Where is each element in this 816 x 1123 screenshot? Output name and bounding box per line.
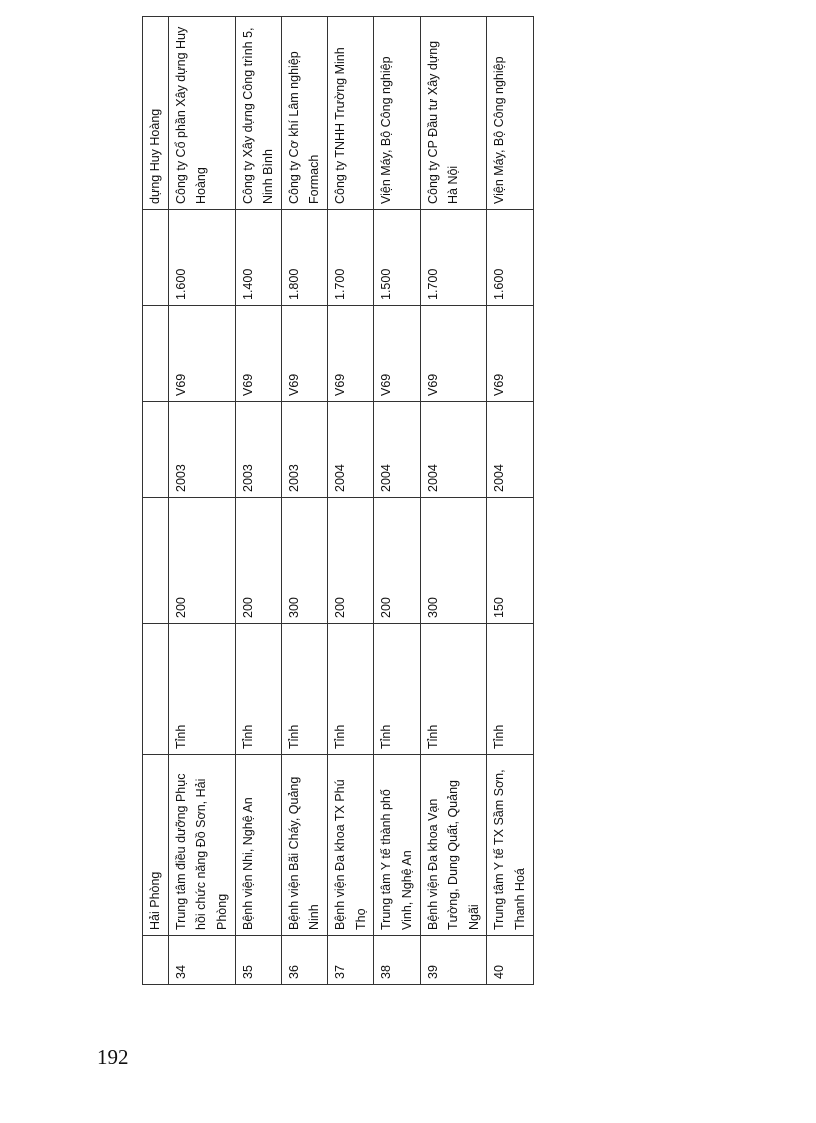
cell-level: Tỉnh xyxy=(235,624,281,755)
cell-org: Công ty CP Đầu tư Xây dựng Hà Nội xyxy=(420,17,487,210)
cell-year: 2003 xyxy=(168,402,235,498)
cell-org: Viện Máy, Bộ Công nghiệp xyxy=(487,17,533,210)
cell-type: V69 xyxy=(420,306,487,402)
cell-beds xyxy=(143,498,169,624)
cell-level: Tỉnh xyxy=(328,624,374,755)
cell-year xyxy=(143,402,169,498)
cell-year: 2004 xyxy=(328,402,374,498)
cell-org: Công ty Cơ khí Lâm nghiệp Formach xyxy=(281,17,327,210)
cell-stt xyxy=(143,936,169,985)
cell-stt: 34 xyxy=(168,936,235,985)
cell-org: dựng Huy Hoàng xyxy=(143,17,169,210)
cell-type: V69 xyxy=(487,306,533,402)
cell-org: Công ty TNHH Trường Minh xyxy=(328,17,374,210)
cell-name: Trung tâm Y tế TX Sầm Sơn, Thanh Hoá xyxy=(487,755,533,936)
page-number: 192 xyxy=(97,1045,129,1069)
cell-name: Bệnh viện Nhi, Nghệ An xyxy=(235,755,281,936)
table-row xyxy=(281,17,327,985)
cell-org: Công ty Xây dựng Công trình 5, Ninh Bình xyxy=(235,17,281,210)
cell-type: V69 xyxy=(168,306,235,402)
cell-capacity: 1.800 xyxy=(281,210,327,306)
cell-year: 2003 xyxy=(281,402,327,498)
cell-stt: 35 xyxy=(235,936,281,985)
table-row-continuation xyxy=(143,17,169,985)
hospital-table xyxy=(142,16,534,985)
cell-name: Bệnh viện Bãi Cháy, Quảng Ninh xyxy=(281,755,327,936)
table-row xyxy=(235,17,281,985)
cell-capacity: 1.600 xyxy=(168,210,235,306)
cell-level: Tỉnh xyxy=(487,624,533,755)
cell-name: Hải Phòng xyxy=(143,755,169,936)
cell-type: V69 xyxy=(235,306,281,402)
cell-beds: 300 xyxy=(281,498,327,624)
cell-capacity: 1.600 xyxy=(487,210,533,306)
cell-year: 2003 xyxy=(235,402,281,498)
cell-type xyxy=(143,306,169,402)
cell-beds: 150 xyxy=(487,498,533,624)
cell-type: V69 xyxy=(328,306,374,402)
table-row xyxy=(420,17,487,985)
cell-capacity xyxy=(143,210,169,306)
table-row xyxy=(374,17,420,985)
table-row xyxy=(168,17,235,985)
cell-beds: 200 xyxy=(328,498,374,624)
cell-level: Tỉnh xyxy=(374,624,420,755)
cell-type: V69 xyxy=(281,306,327,402)
cell-stt: 37 xyxy=(328,936,374,985)
cell-name: Trung tâm Y tế thành phố Vinh, Nghệ An xyxy=(374,755,420,936)
cell-name: Bệnh viện Đa khoa Vạn Tường, Dung Quất, Quảng Ngãi xyxy=(420,755,487,936)
cell-beds: 200 xyxy=(235,498,281,624)
cell-name: Bệnh viện Đa khoa TX Phú Thọ xyxy=(328,755,374,936)
cell-capacity: 1.500 xyxy=(374,210,420,306)
cell-year: 2004 xyxy=(420,402,487,498)
cell-org: Viện Máy, Bộ Công nghiệp xyxy=(374,17,420,210)
cell-level: Tỉnh xyxy=(168,624,235,755)
cell-beds: 200 xyxy=(168,498,235,624)
cell-type: V69 xyxy=(374,306,420,402)
cell-stt: 40 xyxy=(487,936,533,985)
cell-level: Tỉnh xyxy=(420,624,487,755)
cell-capacity: 1.700 xyxy=(420,210,487,306)
table-row xyxy=(487,17,533,985)
cell-name: Trung tâm điều dưỡng Phục hồi chức năng Đồ Sơn, Hải Phòng xyxy=(168,755,235,936)
cell-beds: 200 xyxy=(374,498,420,624)
cell-year: 2004 xyxy=(374,402,420,498)
cell-capacity: 1.400 xyxy=(235,210,281,306)
cell-stt: 39 xyxy=(420,936,487,985)
table-row xyxy=(328,17,374,985)
cell-org: Công ty Cổ phần Xây dựng Huy Hoàng xyxy=(168,17,235,210)
cell-stt: 36 xyxy=(281,936,327,985)
cell-year: 2004 xyxy=(487,402,533,498)
cell-level xyxy=(143,624,169,755)
cell-level: Tỉnh xyxy=(281,624,327,755)
rotated-table xyxy=(142,26,667,985)
cell-capacity: 1.700 xyxy=(328,210,374,306)
cell-beds: 300 xyxy=(420,498,487,624)
cell-stt: 38 xyxy=(374,936,420,985)
